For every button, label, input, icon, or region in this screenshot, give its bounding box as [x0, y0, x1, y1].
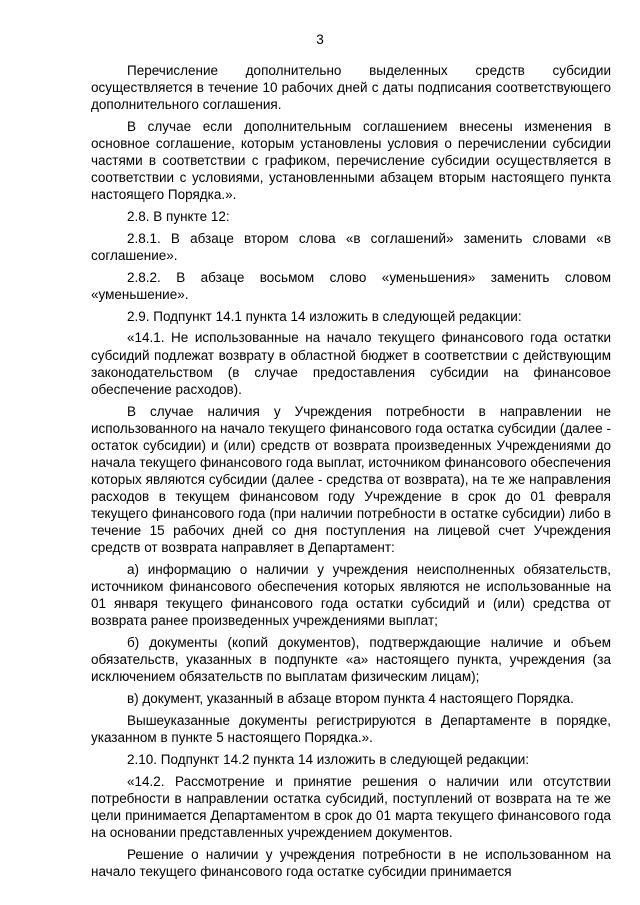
- document-body: [91, 62, 611, 884]
- paragraph: 2.10. Подпункт 14.2 пункта 14 изложить в следующей редакции:: [127, 751, 530, 767]
- paragraph: «14.2. Рассмотрение и принятие решения о наличии или отсутствии потребности в направлении остатка субсидий, поступлений от возврата на те же цели принимается Департаментом в срок до 01 марта текущего финансового года на основании представленных учреждением документов.: [91, 773, 611, 840]
- paragraph: 2.8.1. В абзаце втором слова «в соглашений» заменить словами «в соглашение».: [91, 230, 611, 263]
- paragraph: Вышеуказанные документы регистрируются в Департаменте в порядке, указанном в пункте 5 настоящего Порядка.».: [91, 712, 611, 745]
- paragraph: а) информацию о наличии у учреждения неисполненных обязательств, источником финансового обеспечения которых являются не использованные на 01 января текущего финансового года остатки субсидий и (или) средства от возврата ранее произведенных учреждениями выплат;: [91, 562, 611, 629]
- paragraph: 2.8.2. В абзаце восьмом слово «уменьшения» заменить словом «уменьшение».: [91, 269, 611, 302]
- paragraph: В случае наличия у Учреждения потребности в направлении не использованного на начало текущего финансового года остатка субсидии (далее - остаток субсидии) и (или) средств от возврата произведенных Учреждениями до начала текущего финансового года выплат, источником финансового обеспечения которых являются субсидии (далее - средства от возврата), на те же направления расходов в текущем финансовом году Учреждение в срок до 01 февраля текущего финансового года (при наличии потребности в остатке субсидии) либо в течение 15 рабочих дней со дня поступления на лицевой счет Учреждения средств от возврата направляет в Департамент:: [91, 403, 611, 556]
- paragraph: Решение о наличии у учреждения потребности в не использованном на начало текущего финансового года остатке субсидии принимается: [91, 846, 611, 879]
- paragraph: в) документ, указанный в абзаце втором пункта 4 настоящего Порядка.: [127, 691, 574, 707]
- paragraph: Перечисление дополнительно выделенных средств субсидии осуществляется в течение 10 рабочих дней с даты подписания соответствующего дополнительного соглашения.: [91, 63, 611, 113]
- page-number: 3: [316, 32, 324, 47]
- paragraph: 2.9. Подпункт 14.1 пункта 14 изложить в следующей редакции:: [127, 308, 522, 324]
- paragraph: В случае если дополнительным соглашением внесены изменения в основное соглашение, которым установлены условия о перечислении субсидии частями в соответствии с графиком, перечисление субсидии осуществляется в соответствии с условиями, установленными абзацем вторым настоящего пункта настоящего Порядка.».: [91, 118, 611, 203]
- paragraph: 2.8. В пункте 12:: [127, 209, 230, 225]
- paragraph: «14.1. Не использованные на начало текущего финансового года остатки субсидий подлежат возврату в областной бюджет в соответствии с действующим законодательством (в случае предоставления субсидии на финансовое обеспечение расходов).: [91, 330, 611, 397]
- paragraph: б) документы (копий документов), подтверждающие наличие и объем обязательств, указанных в подпункте «а» настоящего пункта, учреждения (за исключением обязательств по выплатам физическим лицам);: [91, 635, 611, 685]
